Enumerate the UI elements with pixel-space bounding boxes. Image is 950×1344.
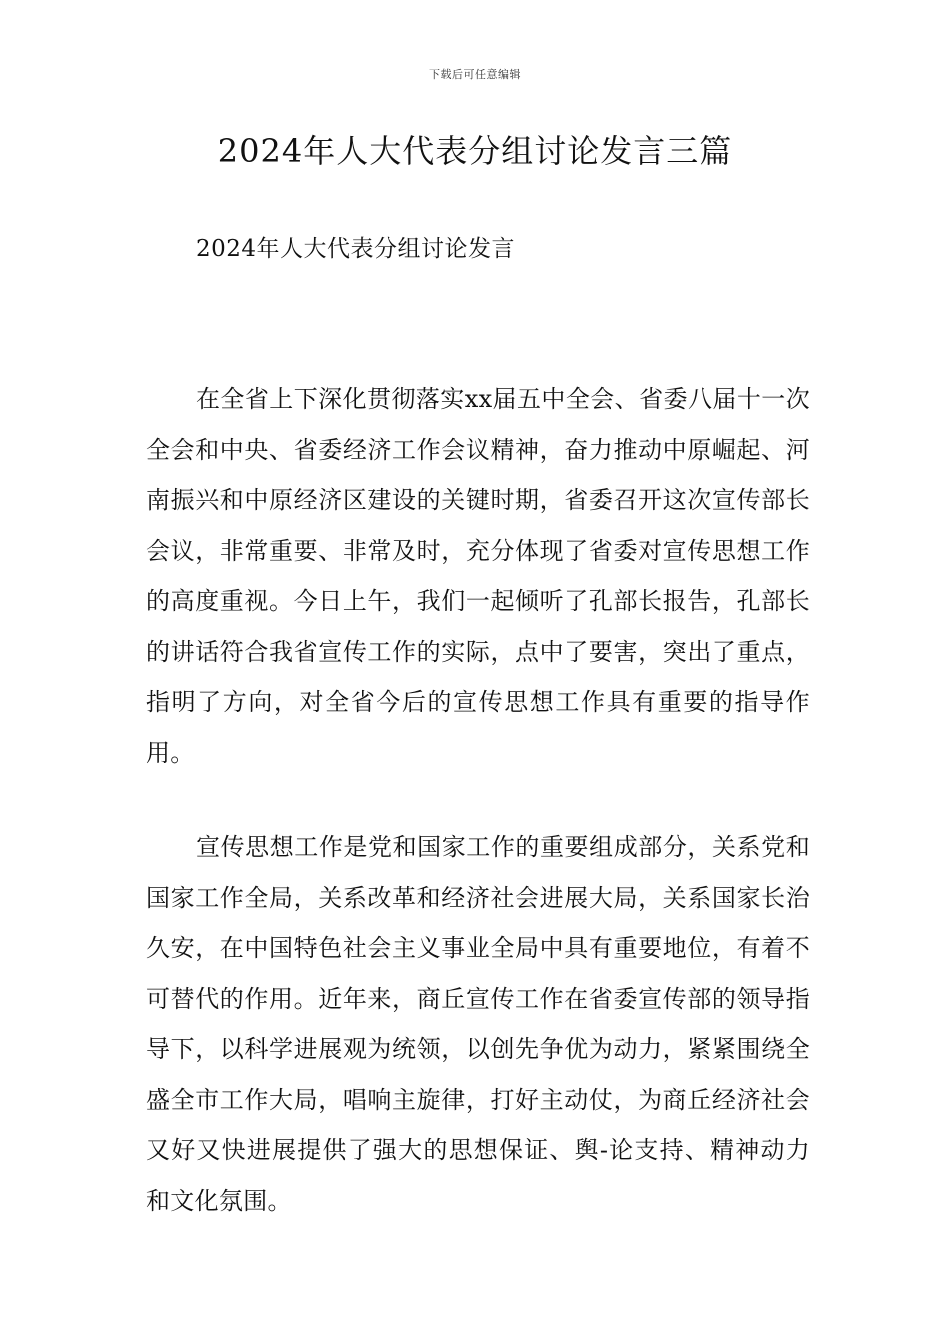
body-paragraph-2: 宣传思想工作是党和国家工作的重要组成部分，关系党和国家工作全局，关系改革和经济社会进展大局，关系国家长治久安，在中国特色社会主义事业全局中具有重要地位，有着不可替代的作用。近年来，商丘宣传工作在省委宣传部的领导指导下，以科学进展观为统领，以创先争优为动力，紧紧围绕全盛全市工作大局，唱响主旋律，打好主动仗，为商丘经济社会又好又快进展提供了强大的思想保证、舆-论支持、精神动力和文化氛围。: [146, 833, 810, 1215]
document-subtitle: 2024年人大代表分组讨论发言: [196, 236, 516, 262]
body-paragraph-1: 在全省上下深化贯彻落实xx届五中全会、省委八届十一次全会和中央、省委经济工作会议精神，奋力推动中原崛起、河南振兴和中原经济区建设的关键时期，省委召开这次宣传部长会议，非常重要、非常及时，充分体现了省委对宣传思想工作的高度重视。今日上午，我们一起倾听了孔部长报告，孔部长的讲话符合我省宣传工作的实际，点中了要害，突出了重点，指明了方向，对全省今后的宣传思想工作具有重要的指导作用。: [146, 385, 810, 767]
document-title: 2024年人大代表分组讨论发言三篇: [217, 132, 733, 170]
header-note: 下载后可任意编辑: [429, 68, 521, 81]
